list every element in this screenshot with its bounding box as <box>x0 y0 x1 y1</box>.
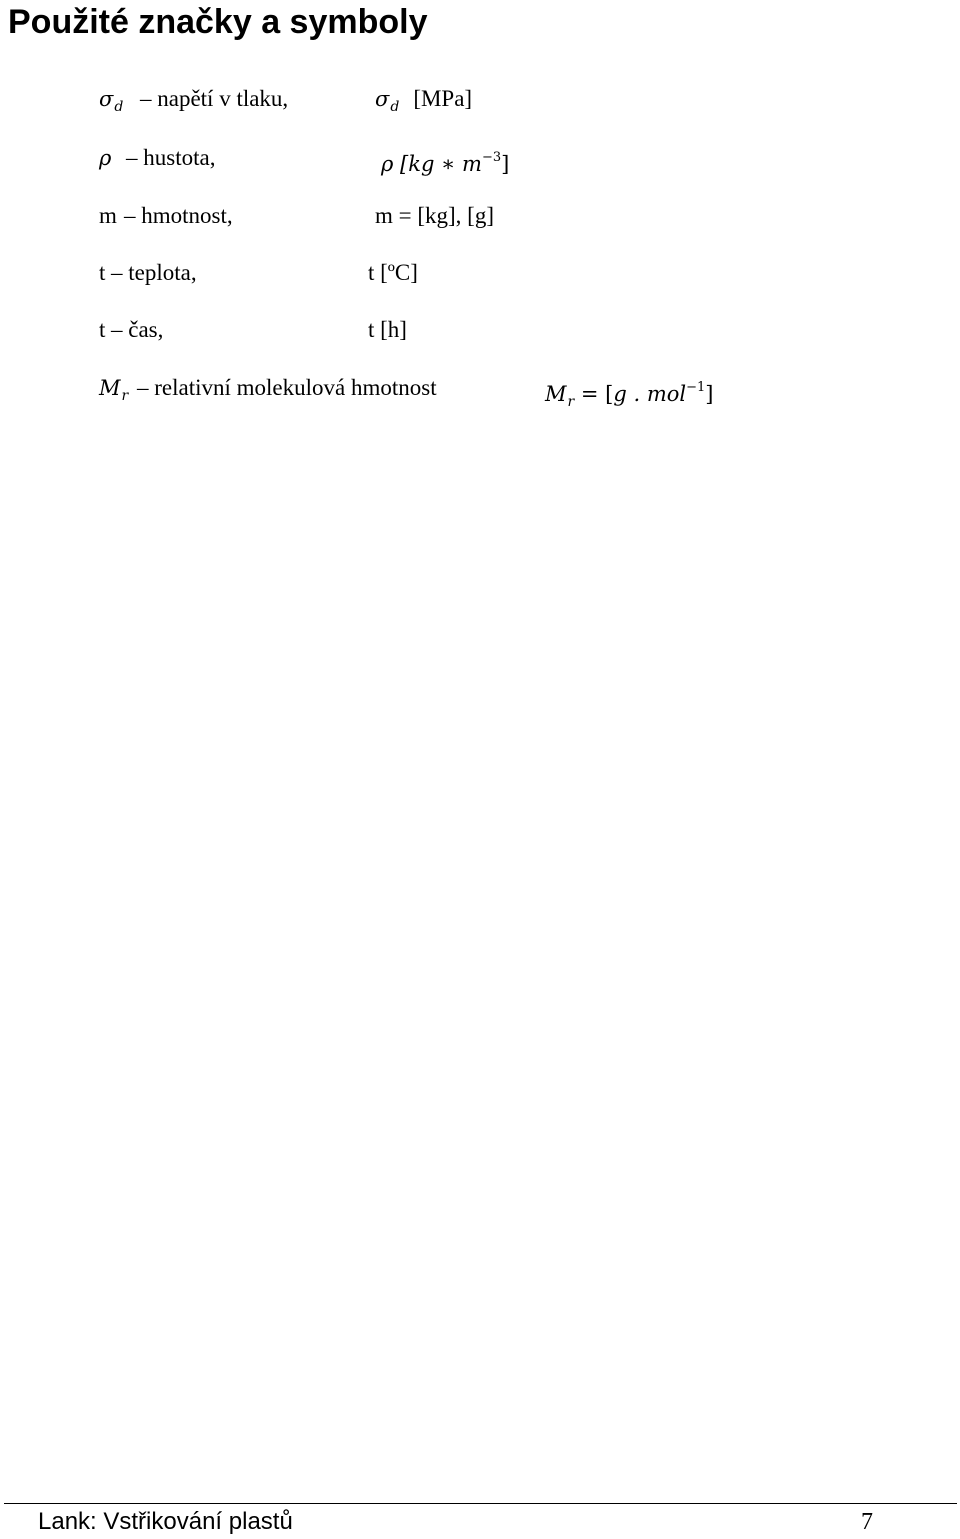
unit-close: ] <box>501 152 510 176</box>
unit-subscript: d <box>390 99 400 115</box>
unit-open: ρ [ <box>381 152 409 176</box>
symbol-unit <box>381 143 509 179</box>
symbol-unit <box>375 84 472 122</box>
symbol-letter: m <box>99 203 117 228</box>
symbol-unit: t [ºC] <box>368 260 418 285</box>
symbol-row-time <box>0 315 960 345</box>
unit-superscript: −3 <box>481 150 502 165</box>
symbol-row-molecular-mass <box>0 373 960 410</box>
symbol-letter: M <box>99 376 121 400</box>
unit-close: ] <box>705 382 714 406</box>
symbol-unit: t [h] <box>368 317 407 342</box>
symbol-row-temperature <box>0 258 960 288</box>
symbol-subscript: d <box>114 99 124 115</box>
symbol-description: – relativní molekulová hmotnost <box>137 375 437 400</box>
symbol-description: – čas, <box>111 317 164 342</box>
footer-divider <box>4 1503 957 1504</box>
symbol-unit <box>545 373 713 417</box>
symbol-subscript: r <box>121 388 129 404</box>
symbol-unit: m = [kg], [g] <box>375 203 494 228</box>
symbol-description: – hustota, <box>126 145 216 170</box>
symbol-description: – teplota, <box>111 260 197 285</box>
page-title: Použité značky a symboly <box>8 3 428 41</box>
symbol-rho: ρ <box>99 146 112 170</box>
symbol-row-mass <box>0 201 960 231</box>
symbol-sigma <box>99 84 123 122</box>
symbol-letter: t <box>99 317 106 342</box>
unit-superscript: −1 <box>686 380 706 395</box>
unit-expression: g . mol <box>613 382 687 406</box>
symbol-letter: σ <box>99 87 114 111</box>
symbol-letter: t <box>99 260 106 285</box>
unit-expression: kg ∗ m <box>408 152 482 176</box>
symbol-row-density <box>0 143 960 176</box>
unit-subscript: r <box>567 394 575 410</box>
unit-symbol: σ <box>375 87 390 111</box>
symbol-row-pressure <box>0 84 960 114</box>
symbol-description: – hmotnost, <box>124 203 233 228</box>
footer-document-title: Lank: Vstřikování plastů <box>38 1508 293 1535</box>
symbol-description: – napětí v tlaku, <box>140 86 289 111</box>
unit-equals: = [ <box>574 382 614 406</box>
symbol-m-r <box>99 373 128 411</box>
unit-symbol: M <box>545 382 567 406</box>
footer-page-number: 7 <box>861 1509 873 1535</box>
unit-value: [MPa] <box>413 86 473 111</box>
